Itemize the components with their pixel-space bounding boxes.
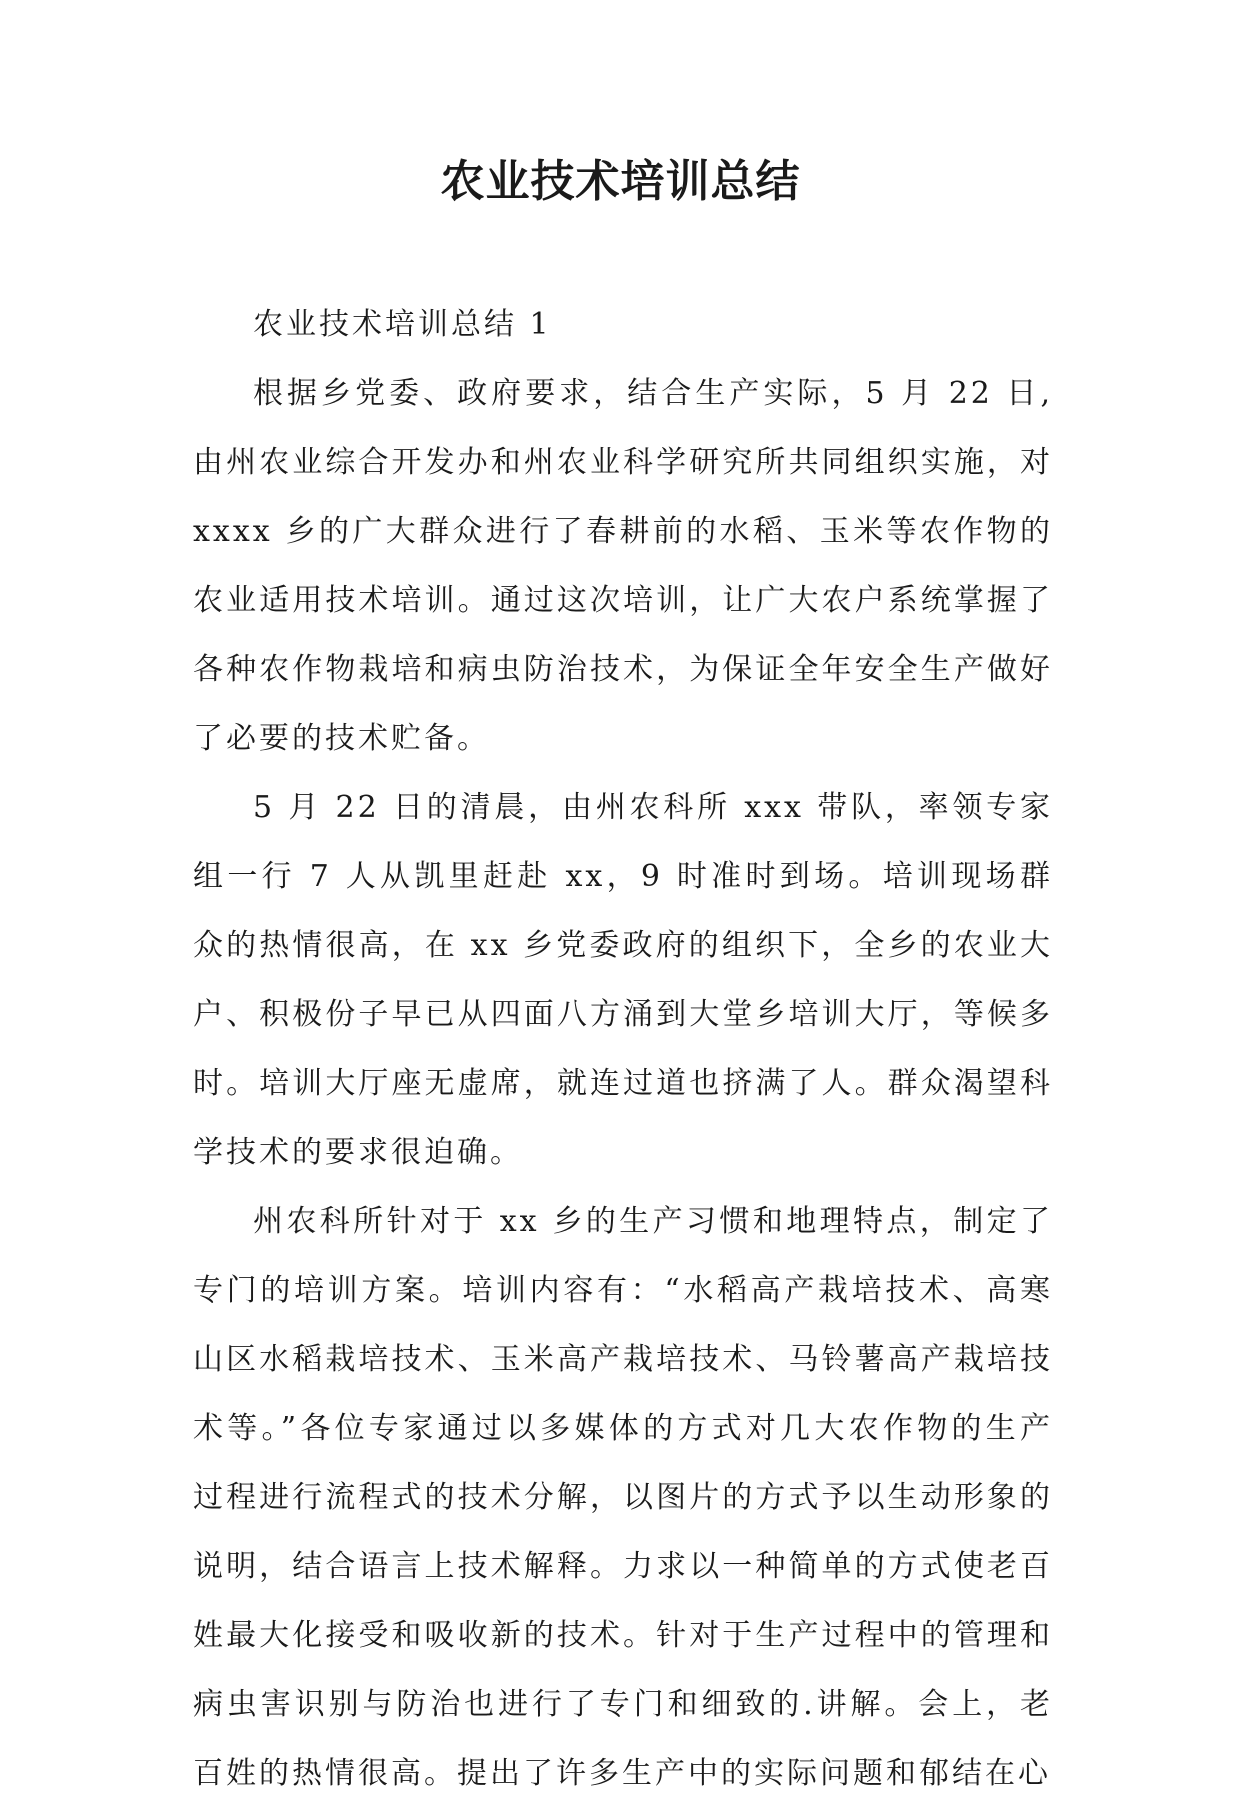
document-body xyxy=(193,290,1053,1808)
paragraph-3: 州农科所针对于 xx 乡的生产习惯和地理特点，制定了专门的培训方案。培训内容有：“水稻高产栽培技术、高寒山区水稻栽培技术、玉米高产栽培技术、马铃薯高产栽培技术等。”各位专家通过以多媒体的方式对几大农作物的生产过程进行流程式的技术分解，以图片的方式予以生动形象的说明，结合语言上技术解释。力求以一种简单的方式使老百姓最大化接受和吸收新的技术。针对于生产过程中的管理和病虫害识别与防治也进行了专门和细致的.讲解。会上，老百姓的热情很高。提出了许多生产中的实际问题和郁结在心 xyxy=(193,1204,1053,1791)
section-heading: 农业技术培训总结 1 xyxy=(253,307,552,342)
paragraph-1: 根据乡党委、政府要求，结合生产实际，5 月 22 日,由州农业综合开发办和州农业科学研究所共同组织实施，对 xxxx 乡的广大群众进行了春耕前的水稻、玉米等农作物的农业适用技术培训。通过这次培训，让广大农户系统掌握了各种农作物栽培和病虫防治技术，为保证全年安全生产做好了必要的技术贮备。 xyxy=(193,376,1053,756)
paragraph-2: 5 月 22 日的清晨，由州农科所 xxx 带队，率领专家组一行 7 人从凯里赶赴 xx，9 时准时到场。培训现场群众的热情很高，在 xx 乡党委政府的组织下，全乡的农业大户、积极份子早已从四面八方涌到大堂乡培训大厅，等候多时。培训大厅座无虚席，就连过道也挤满了人。群众渴望科学技术的要求很迫确。 xyxy=(193,790,1053,1170)
document-title: 农业技术培训总结 xyxy=(440,156,801,207)
